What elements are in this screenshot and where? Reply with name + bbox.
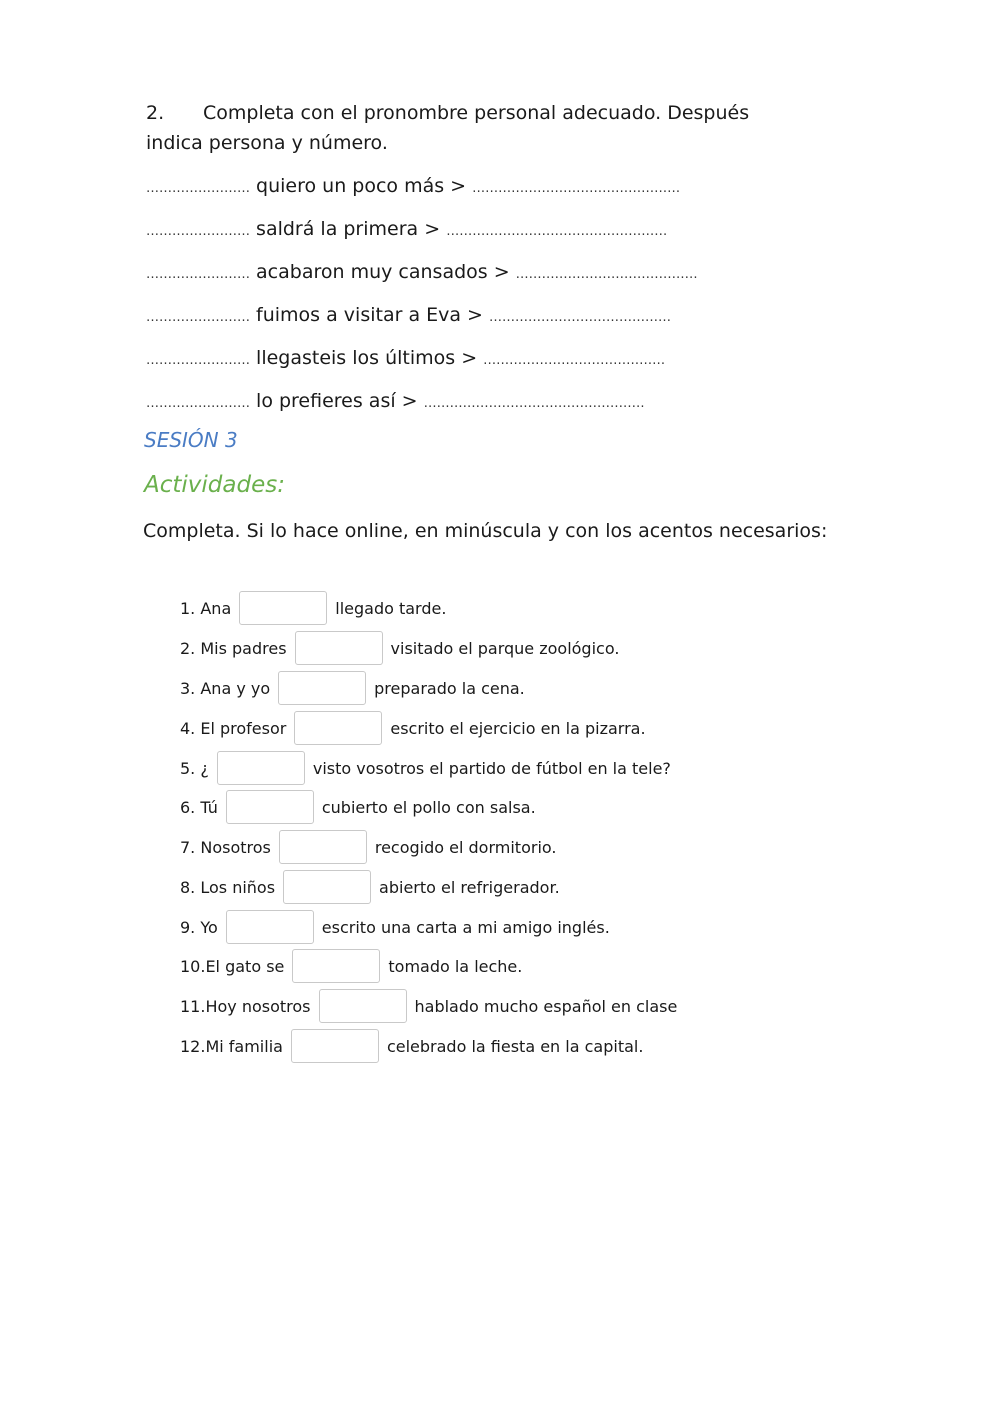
pronoun-line [146, 260, 698, 287]
answer-input[interactable] [283, 870, 371, 904]
exercise-prefix: 8. Los niños [180, 877, 276, 897]
pronoun-line [146, 303, 671, 330]
instruction-text: Completa. Si lo hace online, en minúscula y con los acentos necesarios: [143, 520, 828, 542]
blank-dots: …………………… [146, 181, 250, 196]
question-text: Completa con el pronombre personal adecuado. Después indica persona y número. [146, 102, 750, 154]
line-text: acabaron muy cansados > [250, 261, 516, 283]
question-number: 2. [146, 102, 165, 124]
exercise-suffix: visto vosotros el partido de fútbol en la tele? [312, 758, 671, 778]
blank-dots: …………………………………………… [423, 396, 645, 411]
pronoun-line [146, 346, 665, 373]
exercise-row [180, 590, 446, 626]
line-text: saldrá la primera > [250, 218, 447, 240]
pronoun-line [146, 389, 645, 416]
exercise-suffix: recogido el dormitorio. [374, 837, 557, 857]
exercise-prefix: 9. Yo [180, 917, 218, 937]
answer-input[interactable] [217, 751, 305, 785]
exercise-row [180, 710, 646, 746]
answer-input[interactable] [279, 830, 367, 864]
answer-input[interactable] [291, 1029, 379, 1063]
blank-dots: …………………… [146, 396, 250, 411]
blank-dots: …………………… [146, 224, 250, 239]
exercise-prefix: 1. Ana [180, 598, 232, 618]
answer-input[interactable] [278, 671, 366, 705]
exercise-suffix: hablado mucho español en clase [414, 996, 678, 1016]
exercise-suffix: preparado la cena. [374, 678, 525, 698]
blank-dots: …………………… [146, 267, 250, 282]
exercise-suffix: tomado la leche. [388, 956, 523, 976]
exercise-suffix: visitado el parque zoológico. [390, 638, 620, 658]
exercise-suffix: escrito el ejercicio en la pizarra. [390, 718, 646, 738]
exercise-prefix: 2. Mis padres [180, 638, 287, 658]
answer-input[interactable] [239, 591, 327, 625]
exercise-prefix: 5. ¿ [180, 758, 209, 778]
exercise-row [180, 630, 619, 666]
blank-dots: …………………… [146, 310, 250, 325]
line-text: lo prefieres así > [250, 390, 424, 412]
line-text: quiero un poco más > [250, 175, 473, 197]
exercise-prefix: 12.Mi familia [180, 1036, 283, 1056]
blank-dots: …………………………………… [489, 310, 672, 325]
exercise-row [180, 948, 522, 984]
blank-dots: ………………………………………… [472, 181, 681, 196]
exercise-row [180, 869, 560, 905]
answer-input[interactable] [226, 910, 314, 944]
answer-input[interactable] [294, 711, 382, 745]
blank-dots: …………………………………… [515, 267, 698, 282]
exercise-suffix: abierto el refrigerador. [379, 877, 560, 897]
exercise-suffix: celebrado la fiesta en la capital. [386, 1036, 644, 1056]
exercise-row [180, 1028, 643, 1064]
line-text: fuimos a visitar a Eva > [250, 304, 490, 326]
pronoun-line [146, 217, 667, 244]
exercise-row [180, 988, 677, 1024]
exercise-row [180, 789, 536, 825]
exercise-row [180, 909, 610, 945]
exercise-prefix: 4. El profesor [180, 718, 287, 738]
exercise-row [180, 670, 525, 706]
answer-input[interactable] [319, 989, 407, 1023]
exercise-suffix: cubierto el pollo con salsa. [321, 797, 536, 817]
answer-input[interactable] [295, 631, 383, 665]
answer-input[interactable] [226, 790, 314, 824]
blank-dots: …………………………………… [483, 353, 666, 368]
exercise-row [180, 829, 556, 865]
exercise-prefix: 7. Nosotros [180, 837, 271, 857]
exercise-row [180, 750, 671, 786]
blank-dots: …………………………………………… [446, 224, 668, 239]
exercise-suffix: escrito una carta a mi amigo inglés. [321, 917, 610, 937]
line-text: llegasteis los últimos > [250, 347, 484, 369]
exercise-prefix: 10.El gato se [180, 956, 285, 976]
exercise-suffix: llegado tarde. [335, 598, 447, 618]
exercise-prefix: 11.Hoy nosotros [180, 996, 311, 1016]
question-2 [146, 98, 806, 158]
blank-dots: …………………… [146, 353, 250, 368]
answer-input[interactable] [292, 949, 380, 983]
pronoun-line [146, 174, 680, 201]
exercise-prefix: 6. Tú [180, 797, 218, 817]
exercise-prefix: 3. Ana y yo [180, 678, 271, 698]
activities-heading: Actividades: [144, 472, 285, 498]
session-heading: SESIÓN 3 [144, 428, 238, 452]
